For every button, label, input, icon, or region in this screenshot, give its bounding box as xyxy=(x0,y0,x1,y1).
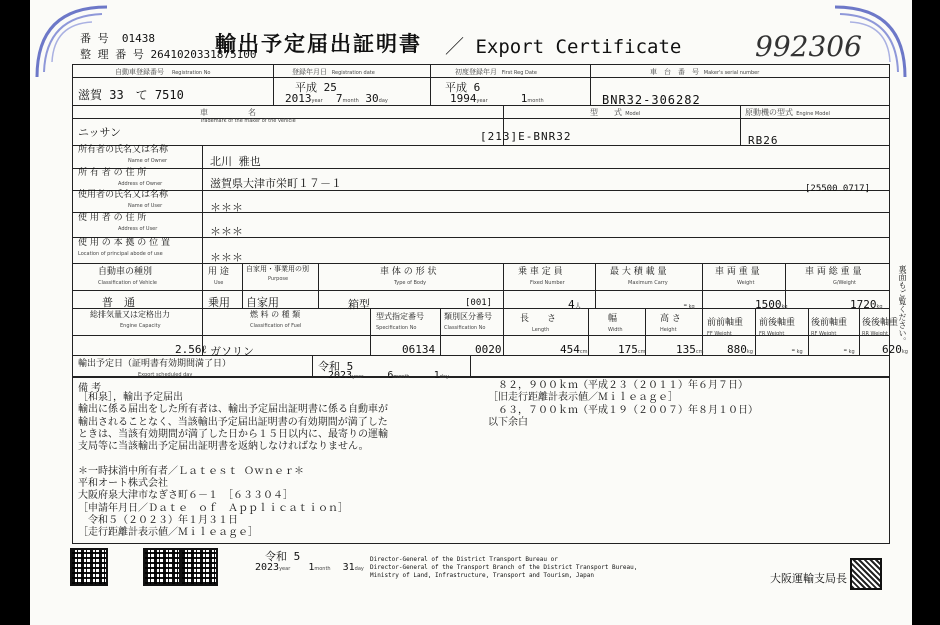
remarks-left-line: ［和泉］，輸出予定届出 xyxy=(78,392,183,403)
qr-code-1 xyxy=(70,548,108,586)
length-label: 長 さ Length xyxy=(520,314,557,333)
serial-label: 車 台 番 号 Maker's serial number xyxy=(650,68,760,76)
model-label: 型 式 Model xyxy=(590,108,641,117)
handwritten-number: 992306 xyxy=(755,30,862,63)
remarks-left-line: ときは、当該有効期間が満了した日から１５日以内に、最寄りの運輸 xyxy=(78,428,388,440)
body-code: [001] xyxy=(465,298,493,308)
rr-label: 後後軸重 RR Weight xyxy=(862,318,899,337)
engine-label: 原動機の型式 Engine Model xyxy=(745,108,830,117)
user-address: ＊＊＊ xyxy=(210,225,243,238)
remarks-left-line: ［走行距離計表示値／Ｍｉｌｅａｇｅ］ xyxy=(78,527,258,539)
remarks-left-line: 支局等に当該輸出予定届出証明書を返納しなければなりません。 xyxy=(78,441,369,453)
rf-value: -kg xyxy=(842,343,855,356)
gross-value: 1720kg xyxy=(850,298,883,311)
title-jp: 輸出予定届出証明書 xyxy=(215,32,422,56)
number-label: 番 号 01438 xyxy=(80,32,155,45)
remarks-left-line: 平和オート株式会社 xyxy=(78,478,168,490)
weight-value: 1500kg xyxy=(755,298,788,311)
capacity-value: 4人 xyxy=(568,298,582,311)
issuer-lines-line: Director-General of the Transport Branch of the District Transport Bureau, xyxy=(370,564,638,571)
remarks-right-line: ６３，７００ｋｍ（平成１９（２００７）年８月１０日） xyxy=(488,404,758,416)
remarks-left-line: 輸出されることなく、当該輸出予定届出証明書の有効期間が満了した xyxy=(78,416,388,428)
export-date-label: 輸出予定日（証明書有効期間満了日） Export scheduled day xyxy=(78,359,232,378)
remarks-right xyxy=(488,380,868,429)
owner-name-label: 所有者の氏名又は名称 Name of Owner xyxy=(78,145,169,164)
owner-address-label: 所 有 者 の 住 所 Address of Owner xyxy=(78,168,163,187)
side-note: 裏面もご覧ください。 xyxy=(898,265,907,345)
disp-label: 総排気量又は定格出力 Engine Capacity xyxy=(90,310,170,329)
remarks-left-line: 大阪府泉大津市なぎさ町６－１ ［６３３０４］ xyxy=(78,490,293,502)
title-en: ／ Export Certificate xyxy=(445,36,682,58)
fr-label: 前後軸重 FR Weight xyxy=(759,318,796,337)
issuer-lines-line: Ministry of Land, Infrastructure, Transport and Tourism, Japan xyxy=(370,572,594,579)
kind-value: 普 通 xyxy=(102,296,135,309)
serial-number: BNR32-306282 xyxy=(602,93,701,107)
owner-name: 北川 雅也 xyxy=(210,155,261,168)
rr-value: 620kg xyxy=(882,343,908,356)
kind-label: 自動車の種別 Classification of Vehicle xyxy=(98,267,157,286)
model-value: [213]E-BNR32 xyxy=(480,130,572,143)
width-label: 幅 Width xyxy=(608,314,623,333)
remarks-left-line xyxy=(78,453,488,465)
rf-label: 後前軸重 RF Weight xyxy=(811,318,848,337)
remarks-right-line: ［旧走行距離計表示値／Ｍｉｌｅａｇｅ］ xyxy=(488,392,678,404)
width-value: 175cm xyxy=(618,343,646,356)
load-label: 最 大 積 載 量 Maximum Carry xyxy=(610,267,668,286)
remarks-left-line: ＊一時抹消中所有者／Ｌａｔｅｓｔ Ｏｗｎｅｒ＊ xyxy=(78,465,305,477)
fr-value: -kg xyxy=(790,343,803,356)
purpose-label: 自家用・事業用の別 Purpose xyxy=(246,265,309,282)
export-date: 2023year 6month 1day xyxy=(328,370,449,381)
base-value: ＊＊＊ xyxy=(210,251,243,264)
first-reg-date: 1994year 1month xyxy=(450,92,544,105)
spec-no-label: 型式指定番号 Specification No xyxy=(376,312,424,331)
ff-label: 前前軸重 FF Weight xyxy=(707,318,744,337)
owner-address-code: [25500 0717] xyxy=(805,184,871,194)
maker-label: 車 名 Trademark of the maker of the vehicle xyxy=(200,108,296,124)
body-value: 箱型 xyxy=(348,298,370,311)
reg-date-label: 登録年月日 Registration date xyxy=(292,68,375,76)
reg-era: 平成 25 xyxy=(295,81,337,94)
class-no-value: 0020 xyxy=(475,343,502,356)
issue-era: 令和 5 xyxy=(265,550,301,563)
fuel-label: 燃 料 の 種 類 Classification of Fuel xyxy=(250,310,302,329)
remarks-right-line: ８２，９００ｋｍ（平成２３（２０１１）年６月７日） xyxy=(488,380,748,391)
user-address-label: 使 用 者 の 住 所 Address of User xyxy=(78,213,158,232)
length-value: 454cm xyxy=(560,343,588,356)
height-label: 高 さ Height xyxy=(660,314,681,333)
owner-address: 滋賀県大津市栄町１７－１ xyxy=(210,177,342,190)
use-value: 乗用 xyxy=(208,296,230,309)
first-reg-label: 初度登録年月 First Reg Date xyxy=(455,68,537,76)
remarks-label: 備 考 xyxy=(78,383,102,394)
user-name-label: 使用者の氏名又は名称 Name of User xyxy=(78,190,169,209)
qr-code-3 xyxy=(180,548,218,586)
base-label: 使 用 の 本 拠 の 位 置 Location of principal abode of use xyxy=(78,238,171,257)
issuer-text xyxy=(370,556,637,580)
disp-value: 2.56ℓ xyxy=(175,343,207,356)
body-label: 車 体 の 形 状 Type of Body xyxy=(380,267,437,286)
first-reg-era: 平成 6 xyxy=(445,81,481,94)
maker-value: ニッサン xyxy=(78,126,122,139)
load-value: -kg xyxy=(682,298,695,311)
ff-value: 880kg xyxy=(727,343,753,356)
engine-value: RB26 xyxy=(748,134,779,147)
remarks-left-line: 輸出に係る届出をした所有者は、輸出予定届出証明書に係る自動車が xyxy=(78,404,388,416)
remarks-right-line: 以下余白 xyxy=(488,416,528,428)
plate-number: 滋賀 33 て 7510 xyxy=(78,88,184,102)
official-seal xyxy=(850,558,882,590)
gross-label: 車 両 総 重 量 G/Weight xyxy=(805,267,862,286)
reg-date: 2013year 7month 30day xyxy=(285,92,388,105)
capacity-label: 乗 車 定 員 Fixed Number xyxy=(518,267,565,286)
seiri-number: 整 理 番 号 2641020331875100 xyxy=(80,48,257,61)
use-label: 用 途 Use xyxy=(208,267,229,286)
height-value: 135cm xyxy=(676,343,704,356)
weight-label: 車 両 重 量 Weight xyxy=(715,267,760,286)
class-no-label: 類別区分番号 Classification No xyxy=(444,312,492,331)
office-name: 大阪運輸支局長 xyxy=(770,572,847,585)
export-era: 令和 5 xyxy=(318,360,354,373)
seiri-value: 2641020331875100 xyxy=(150,48,257,61)
reg-no-label: 自動車登録番号 Registration No xyxy=(115,68,211,76)
remarks-left xyxy=(78,392,488,540)
qr-code-2 xyxy=(143,548,181,586)
purpose-value: 自家用 xyxy=(246,296,279,309)
issue-date: 2023year 1month 31day xyxy=(255,562,364,573)
spec-no-value: 06134 xyxy=(402,343,436,356)
user-name: ＊＊＊ xyxy=(210,201,243,214)
number-value: 01438 xyxy=(121,32,155,45)
remarks-left-line: 令和５（２０２３）年１月３１日 xyxy=(78,514,238,526)
issuer-lines-line: Director-General of the District Transport Bureau or xyxy=(370,556,558,563)
remarks-left-line: ［申請年月日／Ｄａｔｅ ｏｆ Ａｐｐｌｉｃａｔｉｏｎ］ xyxy=(78,502,348,514)
export-certificate-document xyxy=(30,0,912,625)
fuel-value: ガソリン xyxy=(210,345,254,358)
